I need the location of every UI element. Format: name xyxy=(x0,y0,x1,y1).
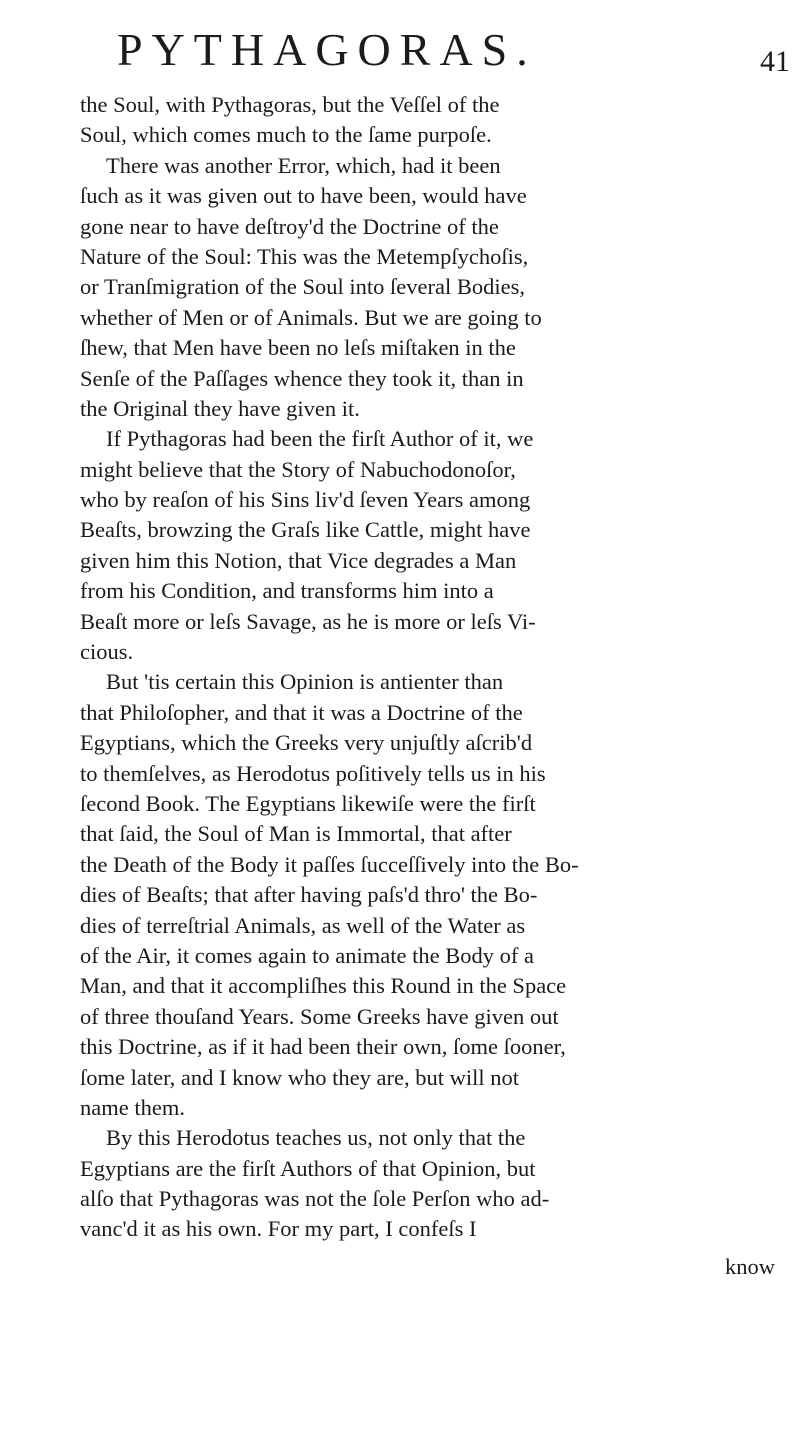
text-line: ſome later, and I know who they are, but will not xyxy=(80,1064,519,1090)
text-line: ſecond Book. The Egyptians likewiſe were the firſt xyxy=(80,790,536,816)
text-line: vanc'd it as his own. For my part, I confeſs I xyxy=(80,1216,477,1242)
text-line: that Philoſopher, and that it was a Doctrine of the xyxy=(80,699,523,725)
text-line: who by reaſon of his Sins liv'd ſeven Years among xyxy=(80,487,531,513)
text-line: ſuch as it was given out to have been, would have xyxy=(80,183,527,209)
text-line: gone near to have deſtroy'd the Doctrine of the xyxy=(80,213,499,239)
text-line: the Soul, with Pythagoras, but the Veſſel of the xyxy=(80,92,500,117)
page-number: 41 xyxy=(760,45,790,78)
text-line: Beaſt more or leſs Savage, as he is more or leſs Vi- xyxy=(80,608,536,634)
text-line: By this Herodotus teaches us, not only that the xyxy=(106,1125,526,1151)
text-line: of three thouſand Years. Some Greeks have given out xyxy=(80,1003,559,1029)
text-line: from his Condition, and transforms him into a xyxy=(80,578,494,604)
body-text xyxy=(80,90,782,1245)
text-line: Egyptians are the firſt Authors of that Opinion, but xyxy=(80,1155,536,1181)
text-line: or Tranſmigration of the Soul into ſeveral Bodies, xyxy=(80,274,525,300)
text-line: this Doctrine, as if it had been their own, ſome ſooner, xyxy=(80,1034,566,1060)
text-line: to themſelves, as Herodotus poſitively tells us in his xyxy=(80,760,546,786)
text-line: dies of terreſtrial Animals, as well of the Water as xyxy=(80,912,526,938)
page-header xyxy=(0,20,801,80)
text-line: of the Air, it comes again to animate the Body of a xyxy=(80,942,534,968)
text-line: that ſaid, the Soul of Man is Immortal, that after xyxy=(80,821,512,847)
text-line: If Pythagoras had been the firſt Author of it, we xyxy=(106,426,534,452)
text-line: given him this Notion, that Vice degrades a Man xyxy=(80,547,517,573)
text-line: might believe that the Story of Nabuchodonoſor, xyxy=(80,456,516,482)
text-line: Egyptians, which the Greeks very unjuſtly aſcrib'd xyxy=(80,730,533,756)
text-line: Nature of the Soul: This was the Metempſychoſis, xyxy=(80,243,529,269)
text-line: the Death of the Body it paſſes ſucceſſively into the Bo- xyxy=(80,851,579,877)
text-line: alſo that Pythagoras was not the ſole Perſon who ad- xyxy=(80,1186,550,1212)
text-line: the Original they have given it. xyxy=(80,395,360,421)
text-line: Senſe of the Paſſages whence they took it, than in xyxy=(80,365,524,391)
text-line: Beaſts, browzing the Graſs like Cattle, might have xyxy=(80,517,531,543)
text-line: There was another Error, which, had it been xyxy=(106,152,501,178)
catchword: know xyxy=(725,1254,775,1279)
text-line: But 'tis certain this Opinion is antienter than xyxy=(106,669,504,695)
text-line: dies of Beaſts; that after having paſs'd thro' the Bo- xyxy=(80,882,538,908)
text-line: Soul, which comes much to the ſame purpoſe. xyxy=(80,122,492,148)
text-line: cious. xyxy=(80,639,134,665)
text-line: Man, and that it accompliſhes this Round in the Space xyxy=(80,973,567,999)
text-line: ſhew, that Men have been no leſs miſtaken in the xyxy=(80,335,516,361)
running-head: PYTHAGORAS. xyxy=(117,24,537,75)
text-line: name them. xyxy=(80,1094,185,1120)
text-line: whether of Men or of Animals. But we are going to xyxy=(80,304,542,330)
